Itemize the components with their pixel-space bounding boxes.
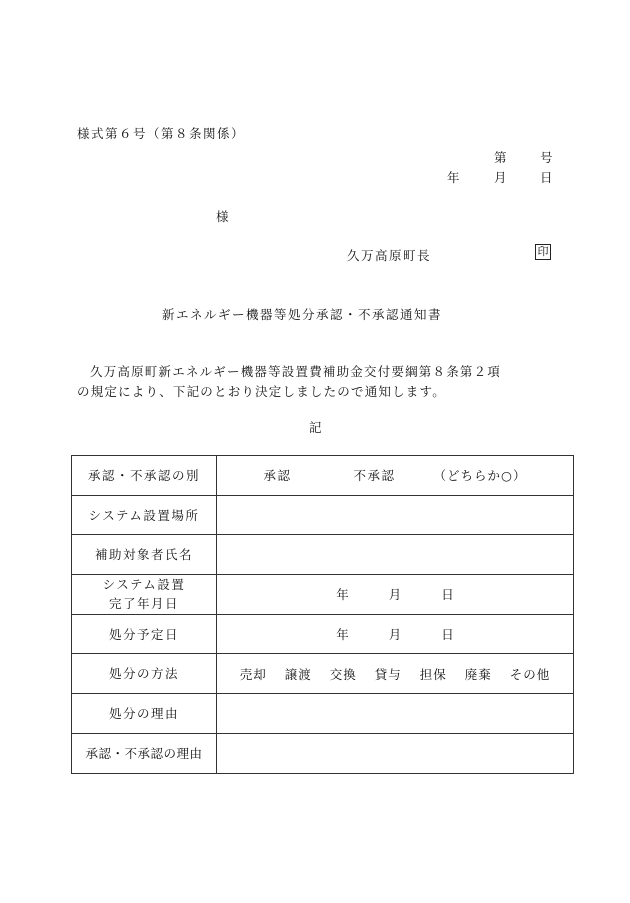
- date-year: 年: [447, 170, 460, 185]
- doc-number-dai: 第: [494, 150, 507, 165]
- completion-month: 月: [388, 587, 402, 603]
- table-row: [72, 575, 574, 615]
- install-location-label: システム設置場所: [72, 495, 217, 535]
- disposal-day: 日: [441, 627, 454, 643]
- method-lend[interactable]: 貸与: [374, 666, 402, 682]
- method-collateral[interactable]: 担保: [419, 666, 447, 682]
- disposal-date-label: 処分予定日: [72, 614, 217, 654]
- date-day: 日: [540, 170, 553, 185]
- addressee-suffix: 様: [216, 209, 229, 224]
- completion-date-label-line2: 完了年月日: [108, 596, 179, 612]
- table-row: [72, 694, 574, 734]
- doc-number-go: 号: [540, 150, 553, 165]
- approve-option[interactable]: 承認: [263, 468, 292, 484]
- document-title: 新エネルギー機器等処分承認・不承認通知書: [162, 307, 443, 322]
- completion-date-field[interactable]: [217, 575, 574, 615]
- disposal-reason-label: 処分の理由: [72, 694, 217, 734]
- method-transfer[interactable]: 譲渡: [284, 666, 312, 682]
- body-line-2: の規定により、下記のとおり決定しましたので通知します。: [77, 384, 446, 399]
- table-row: [72, 733, 574, 773]
- issuer: 久万高原町長: [347, 248, 432, 263]
- completion-date-label: [72, 575, 217, 615]
- table-row: [72, 456, 574, 496]
- decision-reason-field[interactable]: [217, 733, 574, 773]
- body-text: [77, 362, 567, 402]
- table-row: [72, 614, 574, 654]
- ki-label: 記: [309, 420, 322, 435]
- table-row: [72, 495, 574, 535]
- choose-note: （どちらか○）: [433, 468, 527, 484]
- approval-type-label: 承認・不承認の別: [72, 456, 217, 496]
- method-disposal[interactable]: 廃棄: [464, 666, 492, 682]
- body-line-1: 久万高原町新エネルギー機器等設置費補助金交付要綱第８条第２項: [90, 364, 502, 379]
- method-other[interactable]: その他: [509, 666, 551, 682]
- disposal-method-label: 処分の方法: [72, 654, 217, 694]
- date-month: 月: [494, 170, 507, 185]
- method-exchange[interactable]: 交換: [329, 666, 357, 682]
- table-row: [72, 654, 574, 694]
- disposal-date-field[interactable]: [217, 614, 574, 654]
- subsidy-recipient-label: 補助対象者氏名: [72, 535, 217, 575]
- completion-date-label-line1: システム設置: [102, 577, 186, 593]
- table-row: [72, 535, 574, 575]
- seal-mark: 印: [535, 244, 551, 260]
- disposal-method-options: [217, 654, 574, 694]
- approval-type-value: [217, 456, 574, 496]
- form-table: [71, 455, 574, 774]
- decision-reason-label: 承認・不承認の理由: [72, 733, 217, 773]
- install-location-field[interactable]: [217, 495, 574, 535]
- subsidy-recipient-field[interactable]: [217, 535, 574, 575]
- disposal-reason-field[interactable]: [217, 694, 574, 734]
- form-number: 様式第６号（第８条関係）: [77, 126, 246, 141]
- method-sale[interactable]: 売却: [239, 666, 267, 682]
- completion-day: 日: [441, 587, 454, 603]
- disposal-month: 月: [388, 627, 402, 643]
- completion-year: 年: [336, 587, 349, 603]
- disapprove-option[interactable]: 不承認: [353, 468, 396, 484]
- disposal-year: 年: [336, 627, 349, 643]
